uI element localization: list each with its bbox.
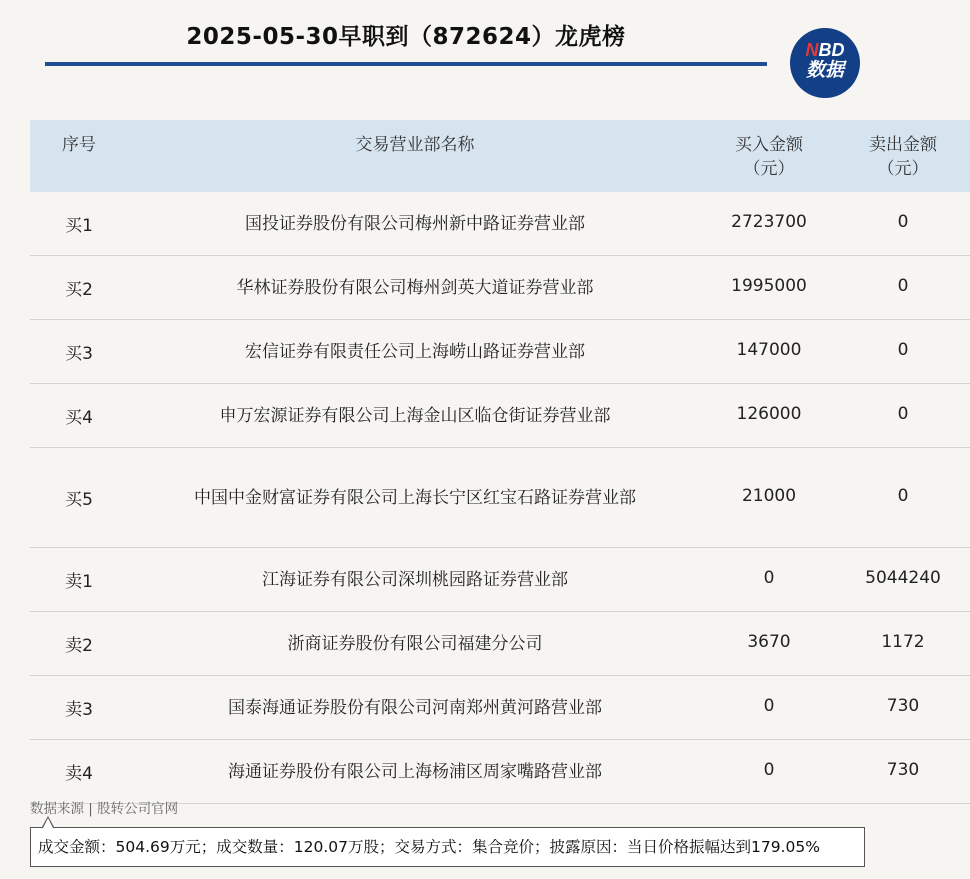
row-index: 卖2 [30, 612, 128, 676]
row-buy-amount: 1995000 [702, 256, 836, 320]
table-row [30, 384, 970, 448]
row-sell-amount: 0 [836, 256, 970, 320]
row-branch-name: 申万宏源证券有限公司上海金山区临仓街证券营业部 [128, 384, 702, 448]
note-pointer-fill [43, 818, 53, 828]
table-row [30, 676, 970, 740]
row-index: 买4 [30, 384, 128, 448]
row-index: 卖3 [30, 676, 128, 740]
row-sell-amount: 0 [836, 384, 970, 448]
row-index: 买3 [30, 320, 128, 384]
header-buy: 买入金额 （元） [735, 135, 803, 179]
row-sell-amount: 0 [836, 192, 970, 256]
row-sell-amount: 730 [836, 676, 970, 740]
row-branch-name: 国投证券股份有限公司梅州新中路证券营业部 [128, 192, 702, 256]
row-branch-name: 宏信证券有限责任公司上海崂山路证券营业部 [128, 320, 702, 384]
row-index: 买1 [30, 192, 128, 256]
page-title: 2025-05-30早职到（872624）龙虎榜 [186, 24, 626, 50]
row-sell-amount: 0 [836, 448, 970, 548]
row-branch-name: 国泰海通证券股份有限公司河南郑州黄河路营业部 [128, 676, 702, 740]
row-buy-amount: 3670 [702, 612, 836, 676]
row-branch-name: 中国中金财富证券有限公司上海长宁区红宝石路证券营业部 [128, 448, 702, 548]
row-branch-name: 浙商证券股份有限公司福建分公司 [128, 612, 702, 676]
data-source: 数据来源 | 股转公司官网 [30, 801, 179, 817]
title-underline [45, 62, 767, 66]
header-sell: 卖出金额 （元） [869, 135, 937, 179]
row-branch-name: 海通证券股份有限公司上海杨浦区周家嘴路营业部 [128, 740, 702, 804]
header-name: 交易营业部名称 [355, 135, 475, 155]
row-sell-amount: 730 [836, 740, 970, 804]
table-row [30, 548, 970, 612]
row-buy-amount: 0 [702, 676, 836, 740]
row-index: 买2 [30, 256, 128, 320]
table-row [30, 448, 970, 548]
table-header-row [30, 120, 970, 192]
row-buy-amount: 21000 [702, 448, 836, 548]
nbd-data-logo: NBD 数据 [790, 28, 860, 98]
row-branch-name: 江海证券有限公司深圳桃园路证券营业部 [128, 548, 702, 612]
table-row [30, 740, 970, 804]
dragon-tiger-table [30, 120, 970, 804]
row-buy-amount: 0 [702, 740, 836, 804]
row-buy-amount: 147000 [702, 320, 836, 384]
row-index: 卖1 [30, 548, 128, 612]
table-row [30, 192, 970, 256]
row-sell-amount: 1172 [836, 612, 970, 676]
row-sell-amount: 0 [836, 320, 970, 384]
header-index: 序号 [62, 135, 96, 155]
row-sell-amount: 5044240 [836, 548, 970, 612]
trade-summary-note: 成交金额：504.69万元；成交数量：120.07万股；交易方式：集合竞价；披露原因：当日价格振幅达到179.05% [30, 827, 865, 867]
row-buy-amount: 2723700 [702, 192, 836, 256]
row-buy-amount: 126000 [702, 384, 836, 448]
row-branch-name: 华林证券股份有限公司梅州剑英大道证券营业部 [128, 256, 702, 320]
row-index: 买5 [30, 448, 128, 548]
table-row [30, 612, 970, 676]
table-row [30, 256, 970, 320]
row-index: 卖4 [30, 740, 128, 804]
row-buy-amount: 0 [702, 548, 836, 612]
table-row [30, 320, 970, 384]
